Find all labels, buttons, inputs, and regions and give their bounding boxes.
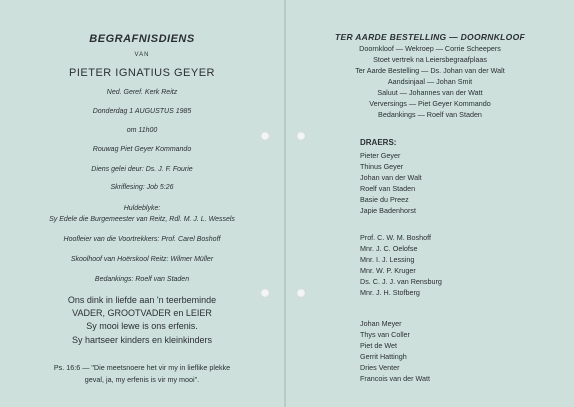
- diens-line: Diens gelei deur: Ds. J. F. Fourie: [91, 166, 193, 173]
- pallbearer-name: Mnr. I. J. Lessing: [360, 255, 415, 264]
- program-line: Ter Aarde Bestelling — Ds. Johan van der Walt: [355, 66, 505, 75]
- draers-label: DRAERS:: [360, 138, 397, 147]
- service-title: BEGRAFNISDIENS: [89, 33, 195, 45]
- tribute-line: Bedankings: Roelf van Staden: [94, 276, 190, 283]
- van-label: VAN: [134, 52, 150, 58]
- memorial-line: Sy hartseer kinders en kleinkinders: [71, 335, 213, 345]
- pallbearer-name: Mnr. W. P. Kruger: [360, 266, 416, 275]
- church-name: Ned. Geref. Kerk Reitz: [106, 89, 178, 96]
- pallbearer-name: Mnr. J. C. Oelofse: [360, 244, 418, 253]
- program-line: Saluut — Johannes van der Watt: [377, 88, 483, 97]
- memorial-line: Sy mooi lewe is ons erfenis.: [86, 321, 198, 331]
- pallbearer-name: Thinus Geyer: [360, 162, 404, 171]
- pallbearer-name: Piet de Wet: [360, 341, 398, 350]
- pallbearer-name: Dries Venter: [360, 363, 400, 372]
- pallbearer-name: Mnr. J. H. Stofberg: [360, 288, 420, 297]
- pallbearer-name: Johan Meyer: [360, 319, 402, 328]
- pallbearer-name: Basie du Preez: [360, 195, 409, 204]
- pallbearer-name: Gerrit Hattingh: [360, 352, 407, 361]
- rouwag-line: Rouwag Piet Geyer Kommando: [92, 146, 192, 153]
- program-line: Bedankings — Roelf van Staden: [378, 110, 482, 119]
- psalm-line-2: geval, ja, my erfenis is vir my mooi".: [84, 375, 200, 384]
- pallbearer-name: Ds. C. J. J. van Rensburg: [360, 277, 442, 286]
- program-line: Verversings — Piet Geyer Kommando: [369, 99, 491, 108]
- skriflesing-line: Skriflesing: Job 5:26: [110, 184, 174, 191]
- deceased-name: PIETER IGNATIUS GEYER: [69, 67, 215, 79]
- psalm-line-1: Ps. 16:6 — "Die meetsnoere het vir my in lieflike plekke: [53, 363, 231, 372]
- service-time: om 11h00: [126, 127, 158, 134]
- pallbearer-name: Pieter Geyer: [360, 151, 401, 160]
- huldeblyke-label: Huldeblyke:: [123, 205, 161, 212]
- pallbearer-name: Prof. C. W. M. Boshoff: [360, 233, 431, 242]
- pallbearer-name: Thys van Coller: [360, 330, 410, 339]
- burial-heading: TER AARDE BESTELLING — DOORNKLOOF: [335, 32, 525, 42]
- program-line: Aandsinjaal — Johan Smit: [387, 77, 473, 86]
- program-line: Doornkloof — Wekroep — Corrie Scheepers: [359, 44, 501, 53]
- service-date: Donderdag 1 AUGUSTUS 1985: [92, 108, 192, 115]
- pallbearer-name: Roelf van Staden: [360, 184, 416, 193]
- pallbearer-name: Johan van der Walt: [360, 173, 422, 182]
- left-panel: [0, 0, 284, 407]
- memorial-line: Ons dink in liefde aan 'n teerbeminde: [67, 295, 217, 305]
- tribute-line: Hoofleier van die Voortrekkers: Prof. Carel Boshoff: [63, 236, 221, 243]
- pallbearer-name: Japie Badenhorst: [360, 206, 416, 215]
- program-line: Stoet vertrek na Leiersbegraafplaas: [373, 55, 487, 64]
- memorial-line: VADER, GROOTVADER en LEIER: [72, 308, 212, 318]
- pallbearer-name: Francois van der Watt: [360, 374, 431, 383]
- right-panel: [286, 0, 574, 407]
- tribute-line: Skoolhoof van Hoërskool Reitz: Wilmer Müller: [70, 256, 214, 263]
- tribute-line: Sy Edele die Burgemeester van Reitz, Rdl. M. J. L. Wessels: [49, 216, 235, 223]
